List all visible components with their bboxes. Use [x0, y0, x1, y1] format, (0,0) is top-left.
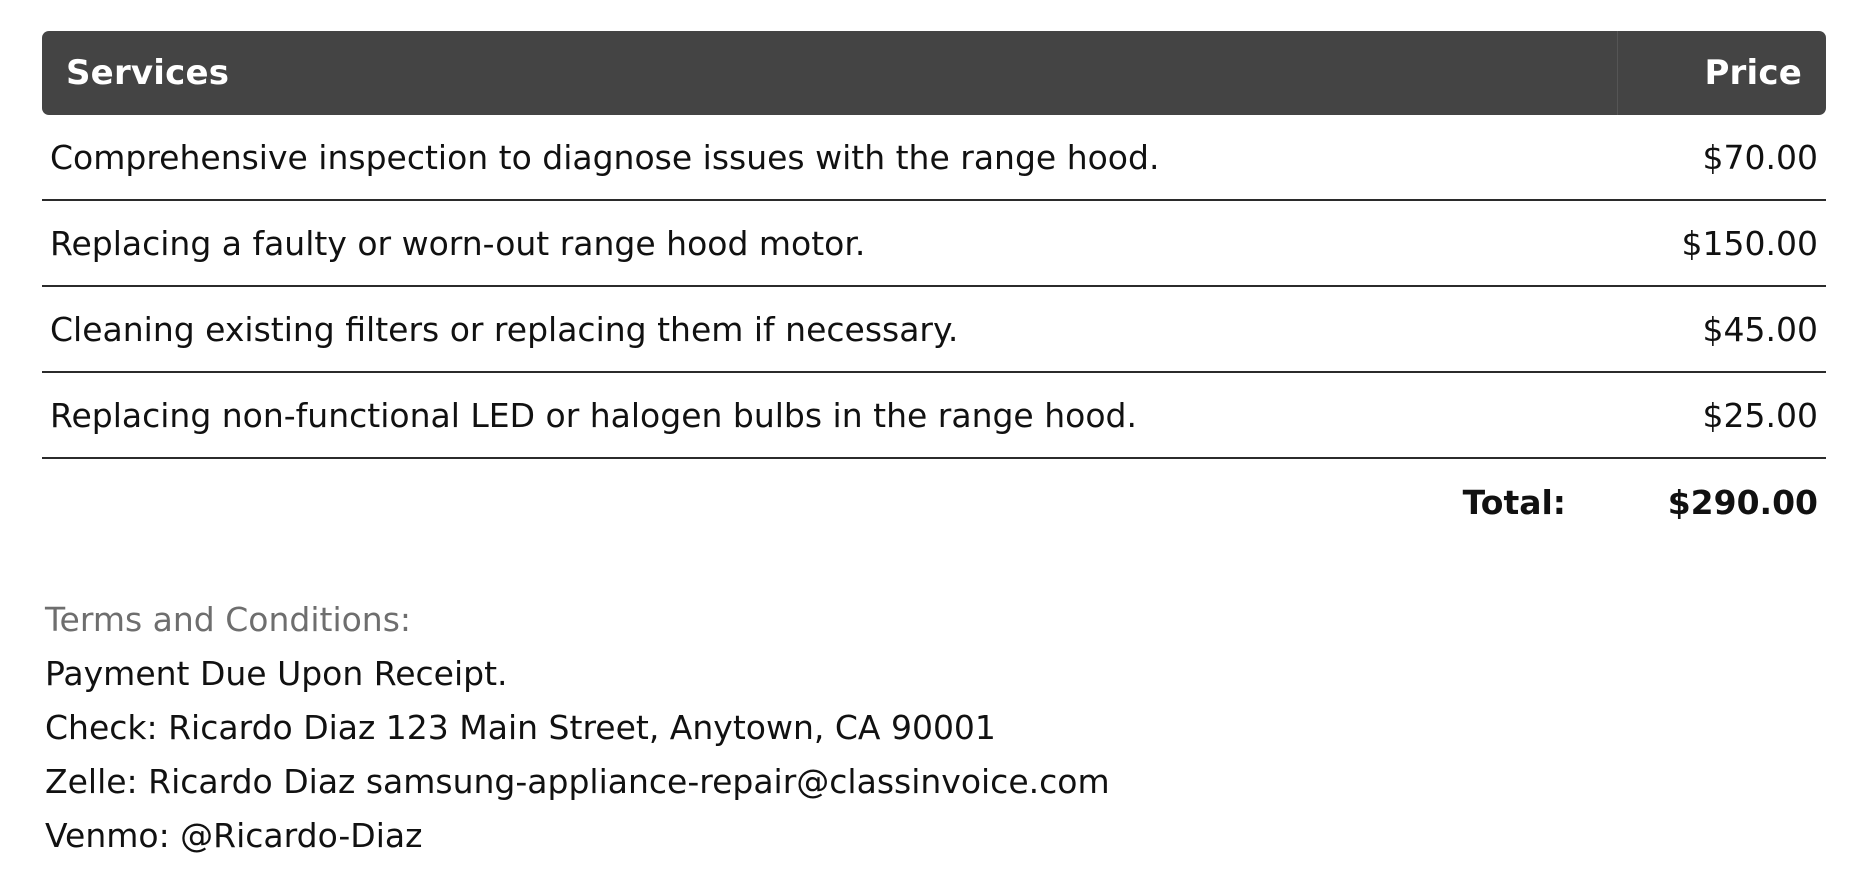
services-table-body	[42, 115, 1826, 459]
services-table-footer	[42, 459, 1826, 545]
terms-check: Check: Ricardo Diaz 123 Main Street, Anytown, CA 90001	[45, 708, 996, 747]
terms-section	[42, 593, 1826, 863]
services-table	[42, 31, 1826, 545]
terms-venmo: Venmo: @Ricardo-Diaz	[45, 816, 423, 855]
services-table-header	[42, 31, 1826, 115]
service-description: Replacing non-functional LED or halogen bulbs in the range hood.	[42, 373, 1618, 459]
service-price: $150.00	[1618, 201, 1826, 287]
service-description: Cleaning existing filters or replacing them if necessary.	[42, 287, 1618, 373]
service-price: $70.00	[1618, 115, 1826, 201]
terms-title: Terms and Conditions:	[45, 600, 412, 639]
table-row	[42, 201, 1826, 287]
header-price: Price	[1618, 31, 1826, 115]
service-price: $45.00	[1618, 287, 1826, 373]
terms-payment-due: Payment Due Upon Receipt.	[45, 654, 508, 693]
total-value: $290.00	[1667, 482, 1818, 522]
service-description: Replacing a faulty or worn-out range hood motor.	[42, 201, 1618, 287]
table-row	[42, 115, 1826, 201]
service-price: $25.00	[1618, 373, 1826, 459]
service-description: Comprehensive inspection to diagnose issues with the range hood.	[42, 115, 1618, 201]
table-row	[42, 287, 1826, 373]
invoice	[42, 31, 1826, 863]
total-row	[42, 459, 1826, 545]
header-services: Services	[42, 31, 1618, 115]
total-label: Total:	[1462, 482, 1566, 522]
table-row	[42, 373, 1826, 459]
terms-zelle: Zelle: Ricardo Diaz samsung-appliance-repair@classinvoice.com	[45, 762, 1110, 801]
header-row	[42, 31, 1826, 115]
